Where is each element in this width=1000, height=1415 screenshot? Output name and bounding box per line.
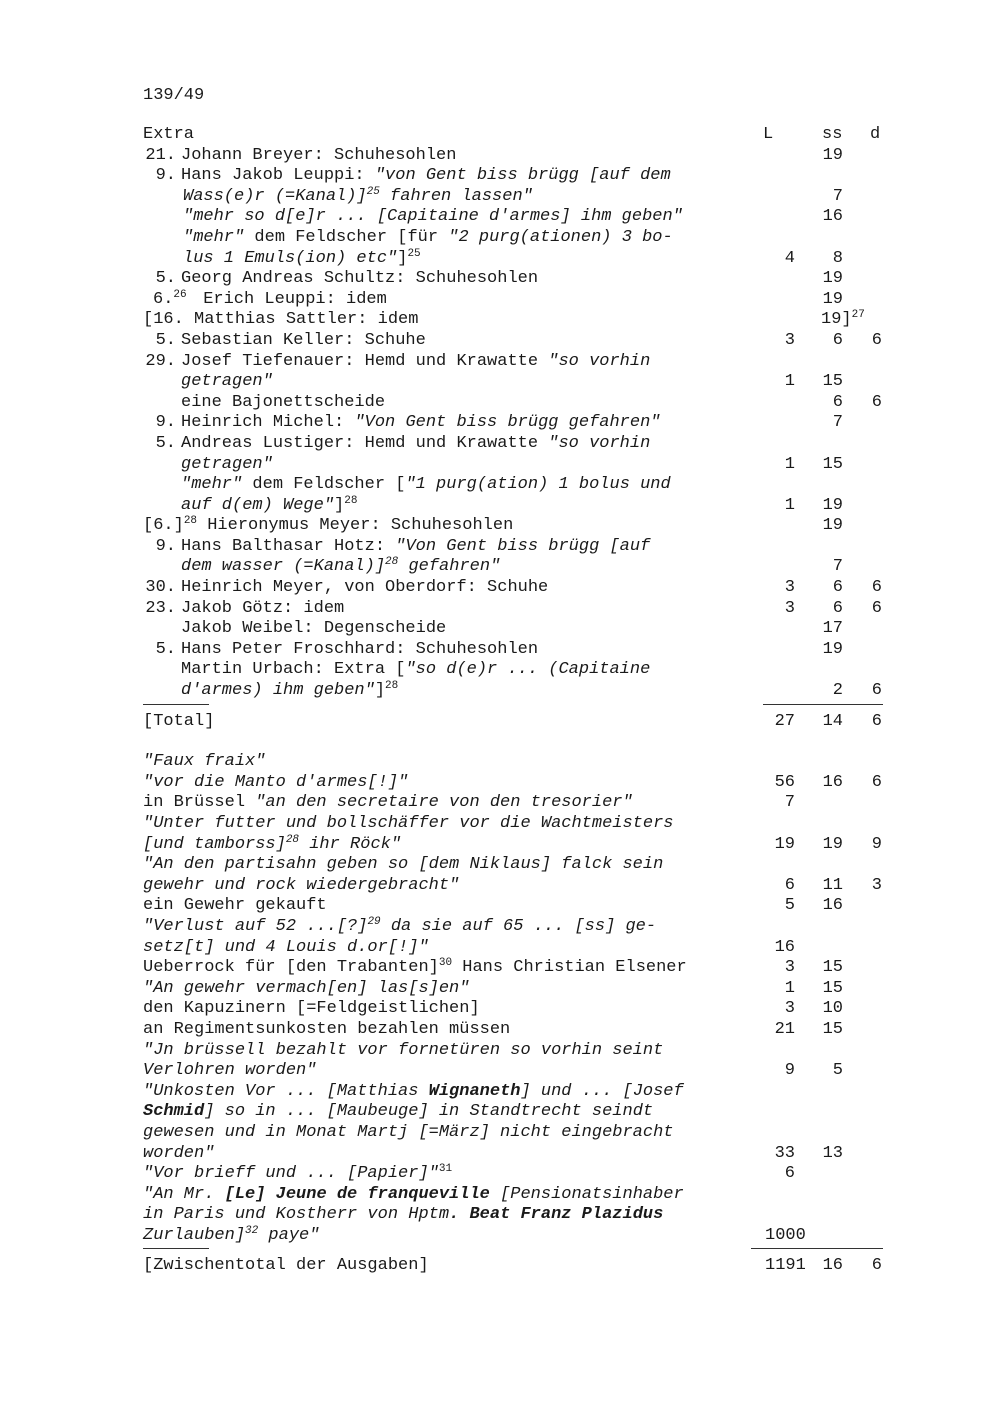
entry-text: "mehr" dem Feldscher [für "2 purg(ationen) 3 bo- [183,227,673,247]
entry-text: Jakob Weibel: Degenscheide [181,619,447,639]
entry-number: 30. [145,578,176,598]
amount-sols: 16 [822,772,843,792]
amount-deniers: 6 [871,392,882,412]
amount-sols: 15 [822,958,843,978]
amount-sols: 6 [832,392,843,412]
ledger-row [143,352,883,373]
ledger-row [143,660,883,681]
amount-livres: 1 [784,372,795,392]
sum-rule [763,704,883,705]
subtotal-livres: 1191 [765,1256,806,1276]
entry-text: dem wasser (=Kanal)]$^{28}$ gefahren" [181,556,501,577]
total-sols: 14 [822,711,843,731]
ledger-row [143,393,883,414]
header-col-ss: ss [822,125,843,144]
entry-number: 5. [155,433,176,453]
amount-livres: 1 [784,978,795,998]
amount-livres: 19 [774,834,795,854]
amount-sols: 7 [832,557,843,577]
amount-sols: 19 [822,834,843,854]
entry-text: auf d(em) Wege"]$^{28}$ [181,494,358,515]
entry-text: getragen" [181,454,273,474]
ledger-row [143,917,883,938]
entry-text: Sebastian Keller: Schuhe [181,330,426,350]
entry-number: 6.26 [153,288,187,309]
entry-text: Heinrich Meyer, von Oberdorf: Schuhe [181,578,549,598]
ledger-row [143,310,883,331]
ledger-row [143,207,883,228]
entry-number: 5. [155,639,176,659]
amount-livres: 7 [784,793,795,813]
entry-text: Hans Jakob Leuppi: "von Gent biss brügg [auf dem [181,166,671,186]
ledger-row [143,938,883,959]
amount-sols: 13 [822,1143,843,1163]
amount-sols: 19 [822,495,843,515]
header-col-d: d [870,125,881,144]
amount-livres: 6 [784,875,795,895]
ledger-row [143,557,883,578]
amount-sols: 19]$^{27}$ [821,309,865,330]
ledger-row [143,475,883,496]
entry-text: Josef Tiefenauer: Hemd und Krawatte "so vorhin [181,351,651,371]
amount-sols: 15 [822,454,843,474]
entry-number: 21. [145,145,176,165]
ledger-row [143,958,883,979]
amount-sols: 19 [822,269,843,289]
total-livres: 27 [774,711,795,731]
amount-livres: 21 [774,1019,795,1039]
amount-sols: 10 [822,999,843,1019]
amount-livres: 1 [784,454,795,474]
entry-text: [und tamborss]$^{28}$ ihr Röck" [143,833,402,854]
amount-livres: 3 [784,330,795,350]
ledger-row [143,835,883,856]
amount-deniers: 9 [871,834,882,854]
ledger-row [143,249,883,270]
total-separator [143,702,883,706]
amount-sols: 11 [822,875,843,895]
amount-sols: 19 [822,639,843,659]
amount-livres: 33 [774,1143,795,1163]
entry-text: worden" [143,1143,215,1163]
entry-text: Erich Leuppi: idem [193,289,387,309]
entry-number: 9. [155,536,176,556]
entry-text: den Kapuzinern [=Feldgeistlichen] [143,999,480,1019]
amount-sols: 6 [832,598,843,618]
ledger-row [143,1041,883,1062]
ledger-row [143,814,883,835]
entry-text: "mehr" dem Feldscher ["1 purg(ation) 1 bolus und [181,475,671,495]
extra-entries [143,146,883,702]
amount-deniers: 6 [871,578,882,598]
ledger-row [143,228,883,249]
page-number: 139/49 [143,86,205,105]
ledger-row [143,681,883,702]
amount-sols: 2 [832,681,843,701]
amount-sols: 19 [822,516,843,536]
entry-text: eine Bajonettscheide [181,392,386,412]
ledger-row [143,166,883,187]
ledger-row [143,1144,883,1165]
ledger-table [143,125,883,1277]
entry-text: Zurlauben]$^{32}$ paye" [143,1224,320,1245]
section-gap [143,732,883,752]
ledger-row [143,1226,883,1247]
entry-text: in Paris und Kostherr von Hptm. Beat Franz Plazidus [143,1205,664,1225]
entry-number: 23. [145,598,176,618]
amount-sols: 7 [832,413,843,433]
ledger-row [143,1123,883,1144]
subtotal-sols: 16 [822,1256,843,1276]
sum-rule [751,1248,883,1249]
amount-sols: 16 [822,896,843,916]
entry-text: lus 1 Emuls(ion) etc"]$^{25}$ [183,247,421,268]
amount-deniers: 3 [871,875,882,895]
ledger-row [143,773,883,794]
ledger-row [143,578,883,599]
ledger-row [143,1164,883,1185]
ledger-row [143,372,883,393]
amount-livres: 1 [784,495,795,515]
entry-number: 5. [155,269,176,289]
amount-sols: 6 [832,330,843,350]
entry-text: "Verlust auf 52 ...[?]$^{29}$ da sie auf 65 ... [ss] ge- [143,915,657,936]
entry-text: Heinrich Michel: "Von Gent biss brügg gefahren" [181,413,661,433]
ledger-row [143,496,883,517]
ledger-row [143,1185,883,1206]
entry-text: "Jn brüssell bezahlt vor fornetüren so vorhin seint [143,1040,664,1060]
amount-sols: 7 [832,186,843,206]
amount-livres: 16 [774,937,795,957]
ledger-row [143,331,883,352]
left-rule [143,1248,209,1249]
subtotal-label: [Zwischentotal der Ausgaben] [143,1256,429,1276]
ledger-row [143,434,883,455]
subtotal-deniers: 6 [871,1256,882,1276]
entry-number: 29. [145,351,176,371]
entry-number: 9. [155,413,176,433]
amount-livres: 3 [784,598,795,618]
amount-deniers: 6 [871,330,882,350]
header-label: Extra [143,125,195,144]
total-label: [Total] [143,711,215,731]
entry-text: Andreas Lustiger: Hemd und Krawatte "so vorhin [181,433,651,453]
entry-text: "Unter futter und bollschäffer vor die Wachtmeisters [143,814,674,833]
amount-deniers: 6 [871,681,882,701]
amount-deniers: 6 [871,598,882,618]
ledger-header [143,125,883,146]
entry-text: "mehr so d[e]r ... [Capitaine d'armes] ihm geben" [183,207,683,227]
amount-sols: 8 [832,248,843,268]
amount-livres: 56 [774,772,795,792]
ledger-row [143,979,883,1000]
entry-text: "An Mr. [Le] Jeune de franqueville [Pensionatsinhaber [143,1184,684,1204]
amount-sols: 15 [822,1019,843,1039]
ledger-row [143,999,883,1020]
ledger-row [143,1020,883,1041]
entry-text: Hans Balthasar Hotz: "Von Gent biss brügg [auf [181,536,651,556]
entry-number: 9. [155,166,176,186]
entry-text: "Unkosten Vor ... [Matthias Wignaneth] und ... [Josef [143,1081,684,1101]
amount-livres: 3 [784,578,795,598]
ledger-row [143,619,883,640]
ledger-row [143,146,883,167]
entry-text: [16. Matthias Sattler: idem [143,310,419,330]
entry-text: d'armes) ihm geben"]$^{28}$ [181,680,399,701]
total-deniers: 6 [871,711,882,731]
entry-text: an Regimentsunkosten bezahlen müssen [143,1019,511,1039]
entry-text: in Brüssel "an den secretaire von den tresorier" [143,793,633,813]
faux-fraix-entries [143,752,883,1246]
amount-sols: 16 [822,207,843,227]
left-rule [143,704,209,705]
entry-text: $[6.]^{28}$ Hieronymus Meyer: Schuhesohlen [143,515,514,536]
ledger-row [143,413,883,434]
ledger-row [143,855,883,876]
entry-number: 5. [155,330,176,350]
entry-text: Jakob Götz: idem [181,598,345,618]
entry-text: "Faux fraix" [143,752,266,772]
amount-livres: 4 [784,248,795,268]
amount-sols: 6 [832,578,843,598]
ledger-row [143,793,883,814]
entry-text: ein Gewehr gekauft [143,896,327,916]
ledger-row [143,599,883,620]
entry-text: gewesen und in Monat Martj [=März] nicht eingebracht [143,1122,674,1142]
ledger-row [143,1102,883,1123]
amount-deniers: 6 [871,772,882,792]
amount-sols: 15 [822,978,843,998]
ledger-row [143,269,883,290]
amount-sols: 15 [822,372,843,392]
amount-livres: 1000 [765,1225,806,1245]
entry-text: "Vor brieff und ... [Papier]"$^{31}$ [143,1163,453,1184]
entry-text: getragen" [181,372,273,392]
entry-text: Martin Urbach: Extra ["so d(e)r ... (Capitaine [181,660,651,680]
amount-sols: 17 [822,619,843,639]
entry-text: Johann Breyer: Schuhesohlen [181,145,457,165]
amount-livres: 3 [784,958,795,978]
subtotal-row [143,1256,883,1277]
ledger-row [143,537,883,558]
entry-text: Wass(e)r (=Kanal)]$^{25}$ fahren lassen" [183,185,533,206]
ledger-row [143,516,883,537]
ledger-row [143,640,883,661]
entry-text: "An gewehr vermach[en] las[s]en" [143,978,470,998]
amount-livres: 3 [784,999,795,1019]
ledger-row [143,1082,883,1103]
amount-livres: 6 [784,1164,795,1184]
ledger-row [143,1061,883,1082]
entry-text: gewehr und rock wiedergebracht" [143,875,460,895]
entry-text: "An den partisahn geben so [dem Niklaus] falck sein [143,855,664,875]
amount-sols: 19 [822,289,843,309]
ledger-row [143,1205,883,1226]
ledger-row [143,876,883,897]
entry-text: Georg Andreas Schultz: Schuhesohlen [181,269,539,289]
amount-livres: 5 [784,896,795,916]
ledger-row [143,752,883,773]
entry-text: Verlohren worden" [143,1061,317,1081]
ledger-row [143,290,883,311]
entry-text: Ueberrock für [den Trabanten]$^{30}$ Hans Christian Elsener [143,957,687,978]
amount-sols: 19 [822,145,843,165]
header-col-l: L [763,125,774,144]
ledger-row [143,896,883,917]
entry-text: Schmid] so in ... [Maubeuge] in Standtrecht seindt [143,1102,654,1122]
amount-sols: 5 [832,1061,843,1081]
subtotal-separator [143,1246,883,1250]
entry-text: "vor die Manto d'armes[!]" [143,772,409,792]
entry-text: setz[t] und 4 Louis d.or[!]" [143,937,429,957]
ledger-row [143,187,883,208]
entry-text: Hans Peter Froschhard: Schuhesohlen [181,639,539,659]
ledger-row [143,455,883,476]
total-row [143,712,883,733]
amount-livres: 9 [784,1061,795,1081]
